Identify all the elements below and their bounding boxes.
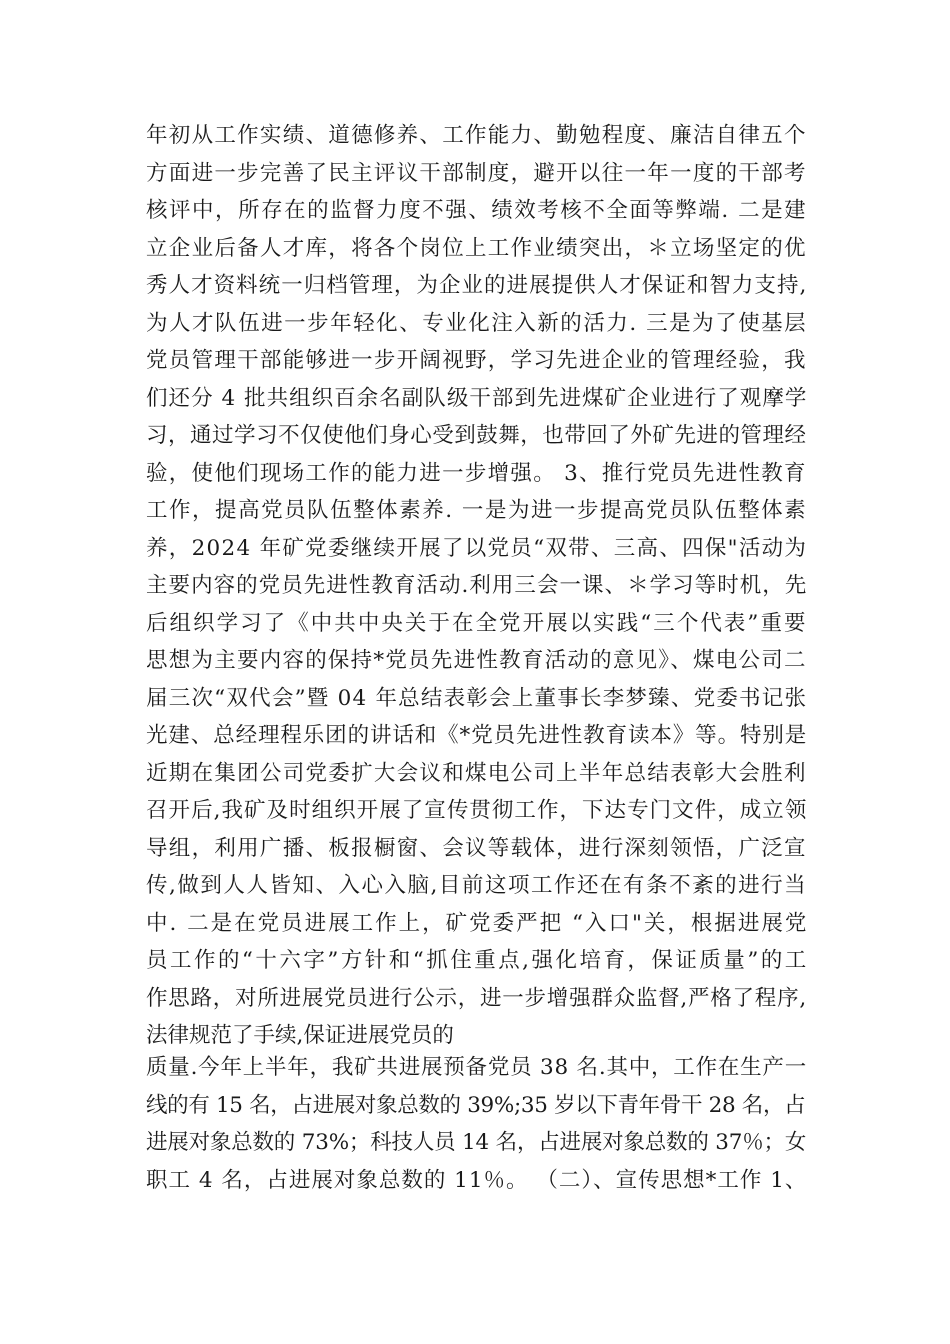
text-line: 党员管理干部能够进一步开阔视野，学习先进企业的管理经验，我 <box>146 348 807 373</box>
text-line: 养，2024 年矿党委继续开展了以党员“双带、三高、四保"活动为 <box>146 535 808 561</box>
body-paragraph-1 <box>146 117 809 1055</box>
text-line: 召开后,我矿及时组织开展了宣传贯彻工作，下达专门文件，成立领 <box>146 798 808 823</box>
text-line: 年初从工作实绩、道德修养、工作能力、勤勉程度、廉洁自律五个 <box>146 123 807 148</box>
text-line: 习，通过学习不仅使他们身心受到鼓舞，也带回了外矿先进的管理经 <box>146 423 807 448</box>
text-line: 方面进一步完善了民主评议干部制度，避开以往一年一度的干部考 <box>146 160 807 186</box>
text-line: 为人才队伍进一步年轻化、专业化注入新的活力. 三是为了使基层 <box>146 310 808 336</box>
text-line: 近期在集团公司党委扩大会议和煤电公司上半年总结表彰大会胜利 <box>146 760 807 786</box>
text-line: 中. 二是在党员进展工作上，矿党委严把 “入口"关，根据进展党 <box>146 910 809 936</box>
text-line: 光建、总经理程乐团的讲话和《*党员先进性教育读本》等。特别是 <box>146 723 808 748</box>
text-line: 法律规范了手续,保证进展党员的 <box>146 1023 454 1048</box>
text-line: 质量.今年上半年，我矿共进展预备党员 38 名.其中，工作在生产一 <box>146 1055 807 1080</box>
text-line: 职工 4 名，占进展对象总数的 11％。 （二）、宣传思想*工作 1、 <box>146 1167 808 1193</box>
text-line: 验，使他们现场工作的能力进一步增强。 3、推行党员先进性教育 <box>146 460 807 486</box>
text-line: 传,做到人人皆知、入心入脑,目前这项工作还在有条不紊的进行当 <box>146 873 808 898</box>
text-line: 作思路，对所进展党员进行公示，进一步增强群众监督,严格了程序, <box>146 985 807 1011</box>
text-line: 届三次“双代会”暨 04 年总结表彰会上董事长李梦臻、党委书记张 <box>146 685 808 711</box>
text-line: 主要内容的党员先进性教育活动.利用三会一课、＊学习等时机，先 <box>146 573 808 598</box>
text-line: 立企业后备人才库，将各个岗位上工作业绩突出，＊立场坚定的优 <box>146 235 807 261</box>
text-line: 员工作的“十六字”方针和“抓住重点,强化培育，保证质量”的工 <box>146 948 809 973</box>
text-line: 导组，利用广播、板报橱窗、会议等载体，进行深刻领悟，广泛宣 <box>146 835 807 861</box>
text-line: 线的有 15 名，占进展对象总数的 39%;35 岁以下青年骨干 28 名，占 <box>146 1092 806 1118</box>
text-line: 思想为主要内容的保持*党员先进性教育活动的意见》、煤电公司二 <box>146 648 807 673</box>
text-line: 工作，提高党员队伍整体素养. 一是为进一步提高党员队伍整体素 <box>146 498 808 523</box>
text-line: 秀人才资料统一归档管理，为企业的进展提供人才保证和智力支持, <box>146 273 808 298</box>
text-line: 们还分 4 批共组织百余名副队级干部到先进煤矿企业进行了观摩学 <box>146 385 808 411</box>
body-paragraph-2 <box>146 1049 806 1199</box>
text-line: 后组织学习了《中共中央关于在全党开展以实践“三个代表”重要 <box>146 610 808 636</box>
text-line: 核评中，所存在的监督力度不强、绩效考核不全面等弊端. 二是建 <box>146 198 808 223</box>
text-line: 进展对象总数的 73%；科技人员 14 名，占进展对象总数的 37％；女 <box>146 1130 807 1155</box>
